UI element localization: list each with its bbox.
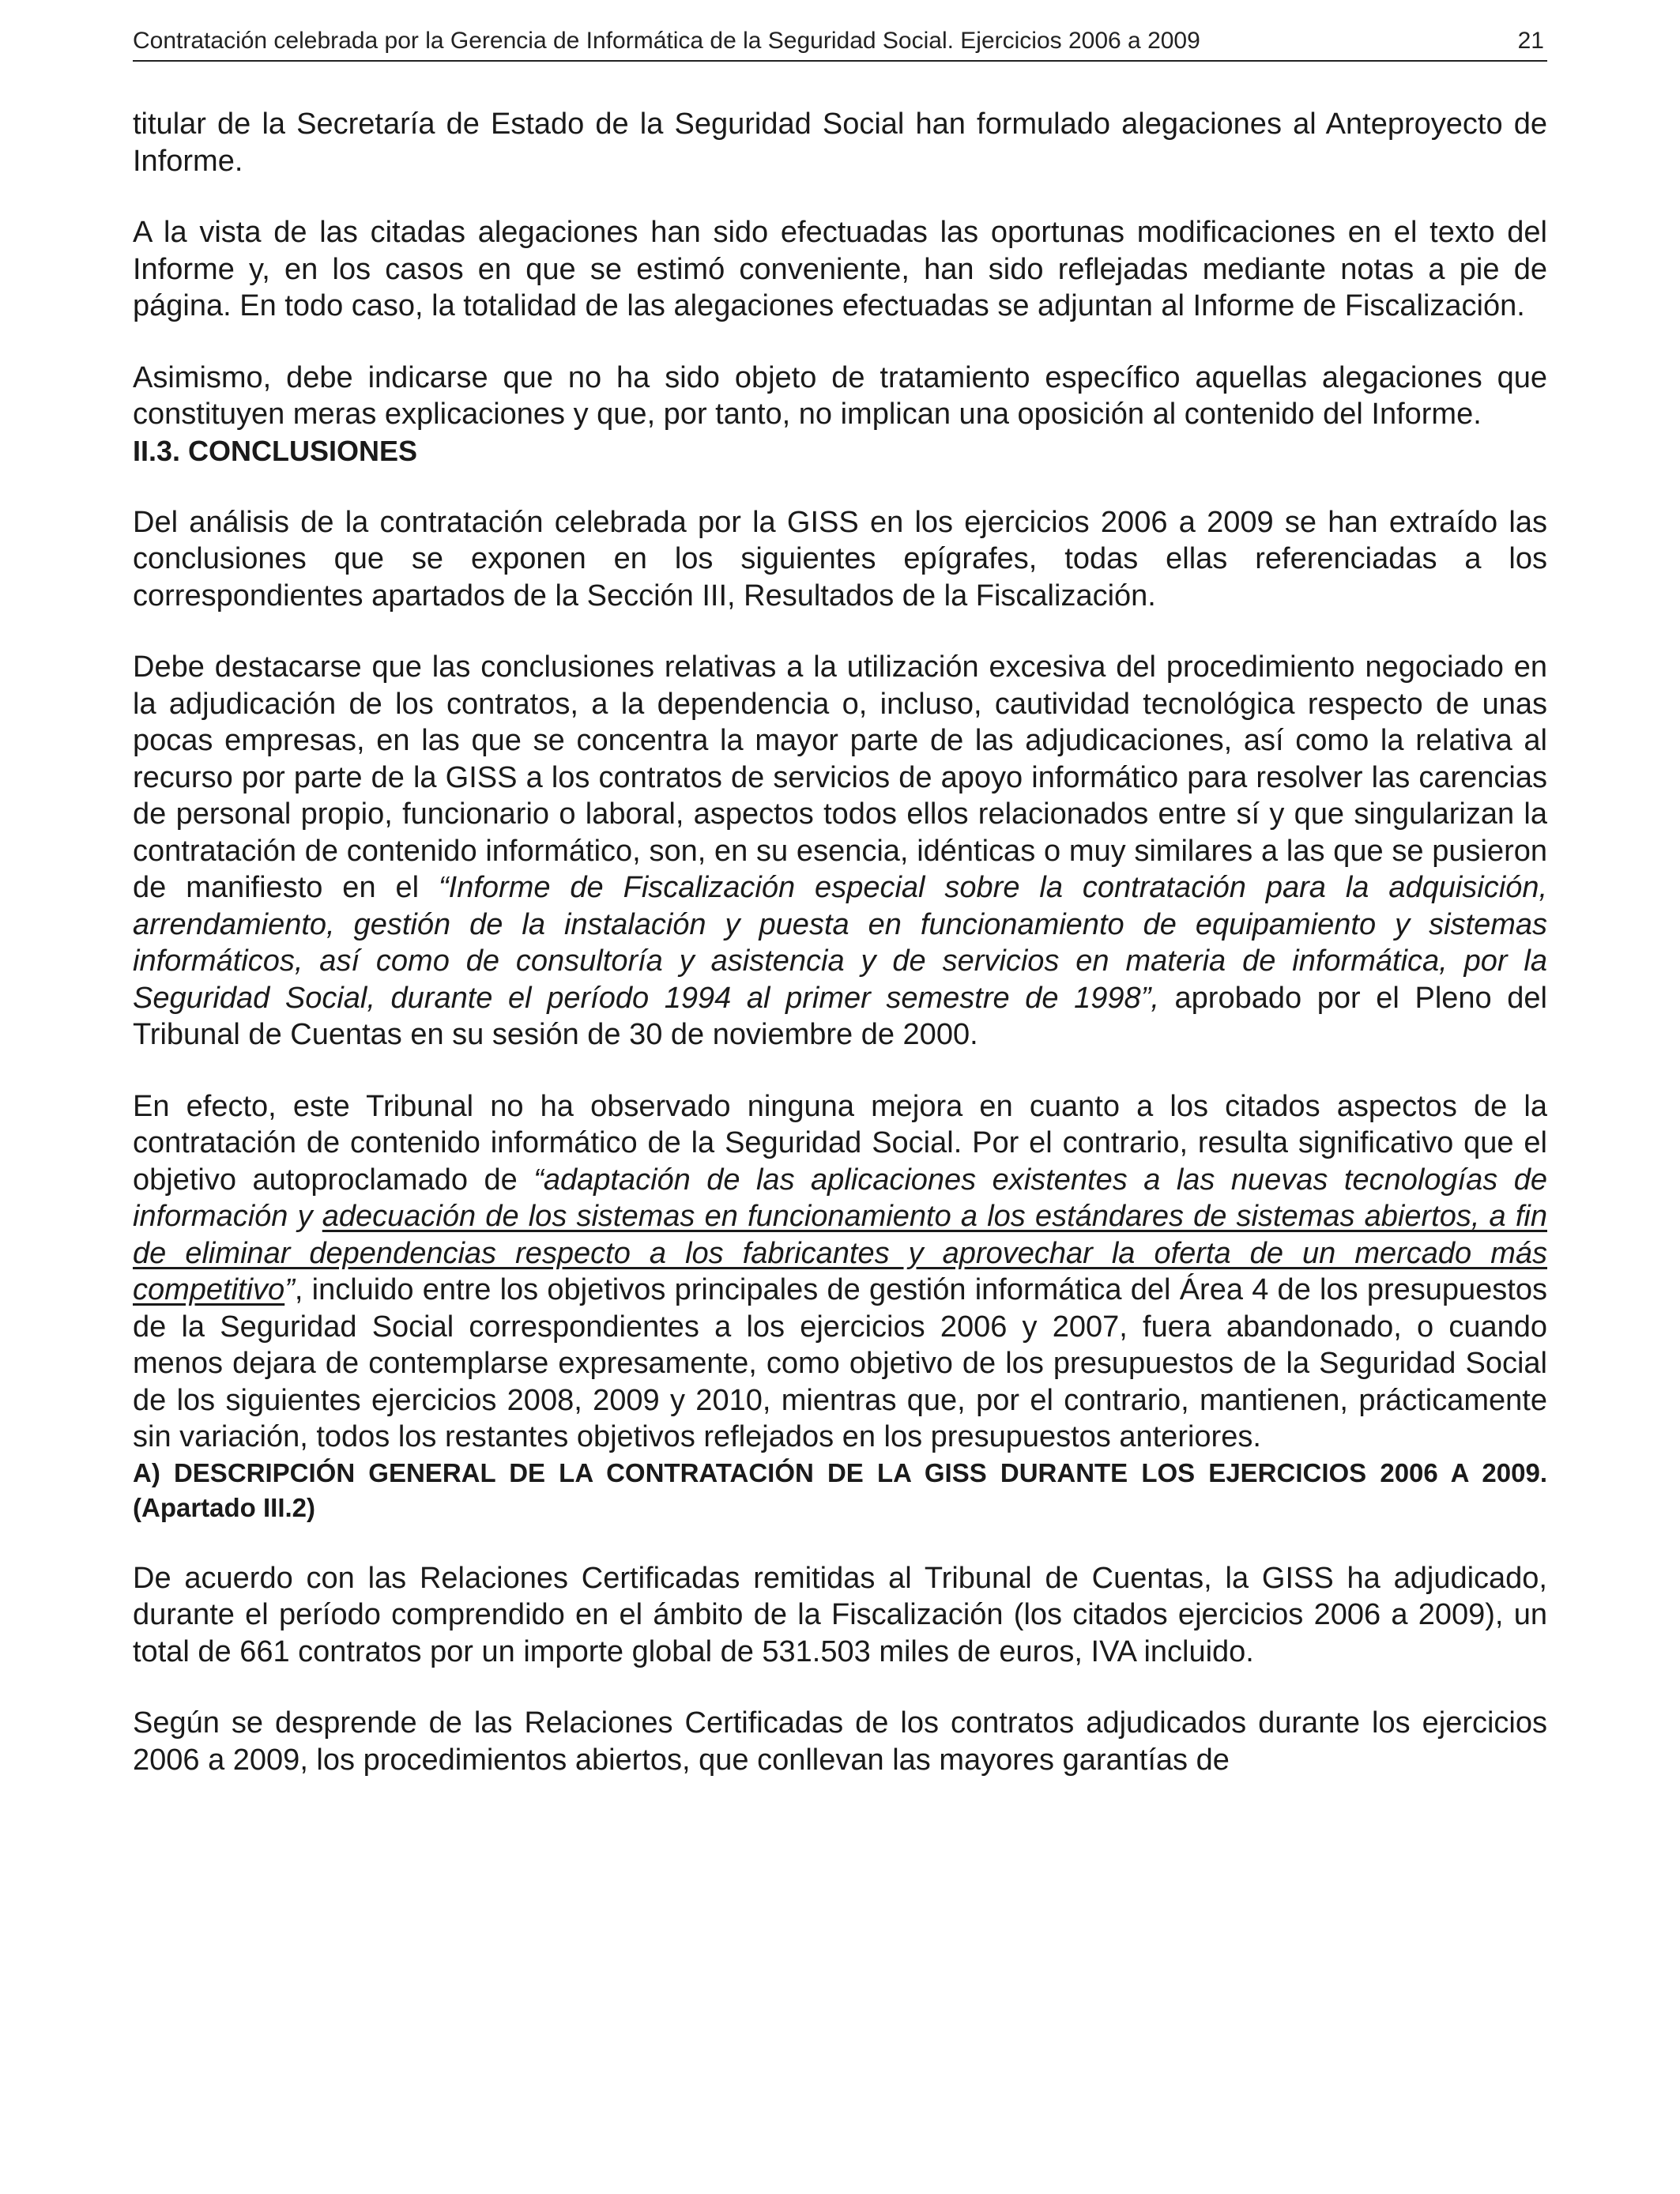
running-header bbox=[133, 27, 1547, 62]
paragraph: Según se desprende de las Relaciones Certificadas de los contratos adjudicados durante los ejercicios 2006 a 2009, los procedimientos abiertos, que conllevan las mayores garantías de bbox=[133, 1706, 1547, 1777]
paragraph-text: , incluido entre los objetivos principales de gestión informática del Área 4 de los presupuestos de la Seguridad Social correspondientes a los ejercicios 2006 y 2007, fuera abandonado, o cuando menos dejara de contemplarse expresamente, como objetivo de los presupuestos de la Seguridad Social de los siguientes ejercicios 2008, 2009 y 2010, mientras que, por el contrario, mantienen, prácticamente sin variación, todos los restantes objetivos reflejados en los presupuestos anteriores. bbox=[133, 1273, 1547, 1453]
objective-quote-underlined: adecuación de los sistemas en funcionamiento a los estándares de sistemas abiertos, a fin de eliminar dependencias respecto a los fabricantes y aprovechar la oferta de un mercado más competitivo bbox=[133, 1200, 1547, 1306]
paragraph bbox=[133, 1088, 1547, 1456]
header-title: Contratación celebrada por la Gerencia de Informática de la Seguridad Social. Ejercicios 2006 a 2009 bbox=[133, 28, 1200, 54]
page-number: 21 bbox=[1517, 28, 1544, 54]
paragraph: Asimismo, debe indicarse que no ha sido objeto de tratamiento específico aquellas alegaciones que constituyen meras explicaciones y que, por tanto, no implican una oposición al contenido del Informe. bbox=[133, 360, 1547, 431]
paragraph-text: aprobado por el Pleno del Tribunal de Cuentas en su sesión de 30 de noviembre de 2000. bbox=[133, 981, 1547, 1051]
paragraph-text: Debe destacarse que las conclusiones relativas a la utilización excesiva del procedimiento negociado en la adjudicación de los contratos, a la dependencia o, incluso, cautividad tecnológica respecto de unas pocas empresas, en las que se concentra la mayor parte de las adjudicaciones, así como la relativa al recurso por parte de la GISS a los contratos de servicios de apoyo informático para resolver las carencias de personal propio, funcionario o laboral, aspectos todos ellos relacionados entre sí y que singularizan la contratación de contenido informático, son, en su esencia, idénticas o muy similares a las que se pusieron de manifiesto en el bbox=[133, 650, 1547, 904]
objective-quote: “adaptación de las aplicaciones existentes a las nuevas tecnologías de información y bbox=[133, 1163, 1547, 1233]
paragraph: A la vista de las citadas alegaciones han sido efectuadas las oportunas modificaciones en el texto del Informe y, en los casos en que se estimó conveniente, han sido reflejadas mediante notas a pie de página. En todo caso, la totalidad de las alegaciones efectuadas se adjuntan al Informe de Fiscalización. bbox=[133, 216, 1547, 322]
document-body bbox=[133, 106, 1547, 1778]
paragraph: titular de la Secretaría de Estado de la Seguridad Social han formulado alegaciones al Anteproyecto de Informe. bbox=[133, 107, 1547, 178]
quote-close: ” bbox=[284, 1273, 295, 1306]
paragraph: Del análisis de la contratación celebrada por la GISS en los ejercicios 2006 a 2009 se han extraído las conclusiones que se exponen en los siguientes epígrafes, todas ellas referenciadas a los correspondientes apartados de la Sección III, Resultados de la Fiscalización. bbox=[133, 505, 1547, 613]
paragraph bbox=[133, 649, 1547, 1054]
paragraph-text: En efecto, este Tribunal no ha observado ninguna mejora en cuanto a los citados aspectos de la contratación de contenido informático de la Seguridad Social. Por el contrario, resulta significativo que el objetivo autoproclamado de bbox=[133, 1089, 1547, 1197]
paragraph: De acuerdo con las Relaciones Certificadas remitidas al Tribunal de Cuentas, la GISS ha adjudicado, durante el período comprendido en el ámbito de la Fiscalización (los citados ejercicios 2006 a 2009), un total de 661 contratos por un importe global de 531.503 miles de euros, IVA incluido. bbox=[133, 1561, 1547, 1668]
section-heading: II.3. CONCLUSIONES bbox=[133, 434, 418, 467]
report-title-quote: “Informe de Fiscalización especial sobre la contratación para la adquisición, arrendamiento, gestión de la instalación y puesta en funcionamiento de equipamiento y sistemas informáticos, así como de consultoría y asistencia y de servicios en materia de informática, por la Seguridad Social, durante el período 1994 al primer semestre de 1998”, bbox=[133, 871, 1548, 1015]
subsection-heading: A) DESCRIPCIÓN GENERAL DE LA CONTRATACIÓN DE LA GISS DURANTE LOS EJERCICIOS 2006 A 2009. (Apartado III.2) bbox=[133, 1457, 1547, 1522]
